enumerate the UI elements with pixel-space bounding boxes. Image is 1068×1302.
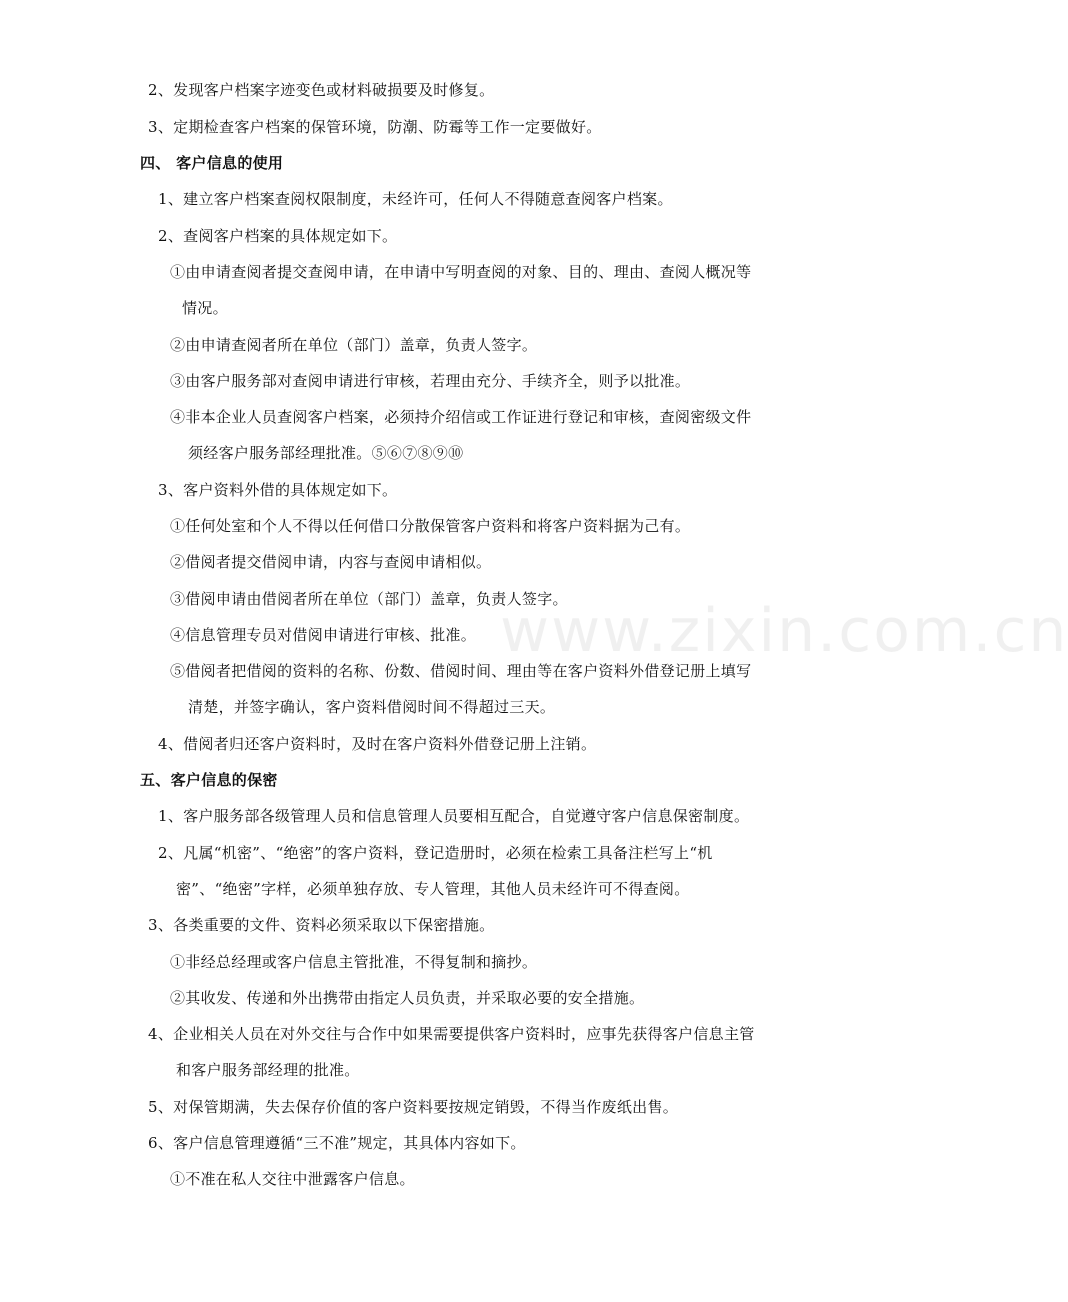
paragraph-line: ④信息管理专员对借阅申请进行审核、批准。 xyxy=(170,626,477,644)
paragraph-line: 1、建立客户档案查阅权限制度，未经许可，任何人不得随意查阅客户档案。 xyxy=(158,190,673,208)
watermark: www.zixin.com.cn xyxy=(500,596,1068,666)
paragraph-line: 6、客户信息管理遵循“三不准”规定，其具体内容如下。 xyxy=(148,1134,526,1152)
paragraph-line: 2、查阅客户档案的具体规定如下。 xyxy=(158,227,398,245)
paragraph-line: 1、客户服务部各级管理人员和信息管理人员要相互配合，自觉遵守客户信息保密制度。 xyxy=(158,807,750,825)
paragraph-line: 须经客户服务部经理批准。⑤⑥⑦⑧⑨⑩ xyxy=(188,444,464,462)
paragraph-line: 2、凡属“机密”、“绝密”的客户资料，登记造册时，必须在检索工具备注栏写上“机 xyxy=(158,844,713,862)
paragraph-line: 5、对保管期满，失去保存价值的客户资料要按规定销毁，不得当作废纸出售。 xyxy=(148,1098,679,1116)
paragraph-line: 3、客户资料外借的具体规定如下。 xyxy=(158,481,398,499)
paragraph-line: ④非本企业人员查阅客户档案，必须持介绍信或工作证进行登记和审核，查阅密级文件 xyxy=(170,408,752,426)
paragraph-line: 密”、“绝密”字样，必须单独存放、专人管理，其他人员未经许可不得查阅。 xyxy=(176,880,690,898)
paragraph-line: 4、借阅者归还客户资料时，及时在客户资料外借登记册上注销。 xyxy=(158,735,597,753)
paragraph-line: 3、各类重要的文件、资料必须采取以下保密措施。 xyxy=(148,916,495,934)
paragraph-line: ②借阅者提交借阅申请，内容与查阅申请相似。 xyxy=(170,553,492,571)
paragraph-line: 情况。 xyxy=(182,299,228,317)
paragraph-line: ①任何处室和个人不得以任何借口分散保管客户资料和将客户资料据为己有。 xyxy=(170,517,691,535)
paragraph-line: 和客户服务部经理的批准。 xyxy=(176,1061,360,1079)
paragraph-line: ①由申请查阅者提交查阅申请，在申请中写明查阅的对象、目的、理由、查阅人概况等 xyxy=(170,263,752,281)
paragraph-line: 4、企业相关人员在对外交往与合作中如果需要提供客户资料时，应事先获得客户信息主管 xyxy=(148,1025,755,1043)
section-heading: 四、 客户信息的使用 xyxy=(140,154,284,172)
paragraph-line: 3、定期检查客户档案的保管环境，防潮、防霉等工作一定要做好。 xyxy=(148,118,602,136)
paragraph-line: ②其收发、传递和外出携带由指定人员负责，并采取必要的安全措施。 xyxy=(170,989,645,1007)
paragraph-line: ③借阅申请由借阅者所在单位（部门）盖章，负责人签字。 xyxy=(170,590,568,608)
paragraph-line: ⑤借阅者把借阅的资料的名称、份数、借阅时间、理由等在客户资料外借登记册上填写 xyxy=(170,662,752,680)
section-heading: 五、客户信息的保密 xyxy=(140,771,278,789)
paragraph-line: ②由申请查阅者所在单位（部门）盖章，负责人签字。 xyxy=(170,336,538,354)
paragraph-line: 2、发现客户档案字迹变色或材料破损要及时修复。 xyxy=(148,81,495,99)
paragraph-line: ①不准在私人交往中泄露客户信息。 xyxy=(170,1170,415,1188)
paragraph-line: ③由客户服务部对查阅申请进行审核，若理由充分、手续齐全，则予以批准。 xyxy=(170,372,691,390)
paragraph-line: ①非经总经理或客户信息主管批准，不得复制和摘抄。 xyxy=(170,953,538,971)
paragraph-line: 清楚，并签字确认，客户资料借阅时间不得超过三天。 xyxy=(188,698,556,716)
